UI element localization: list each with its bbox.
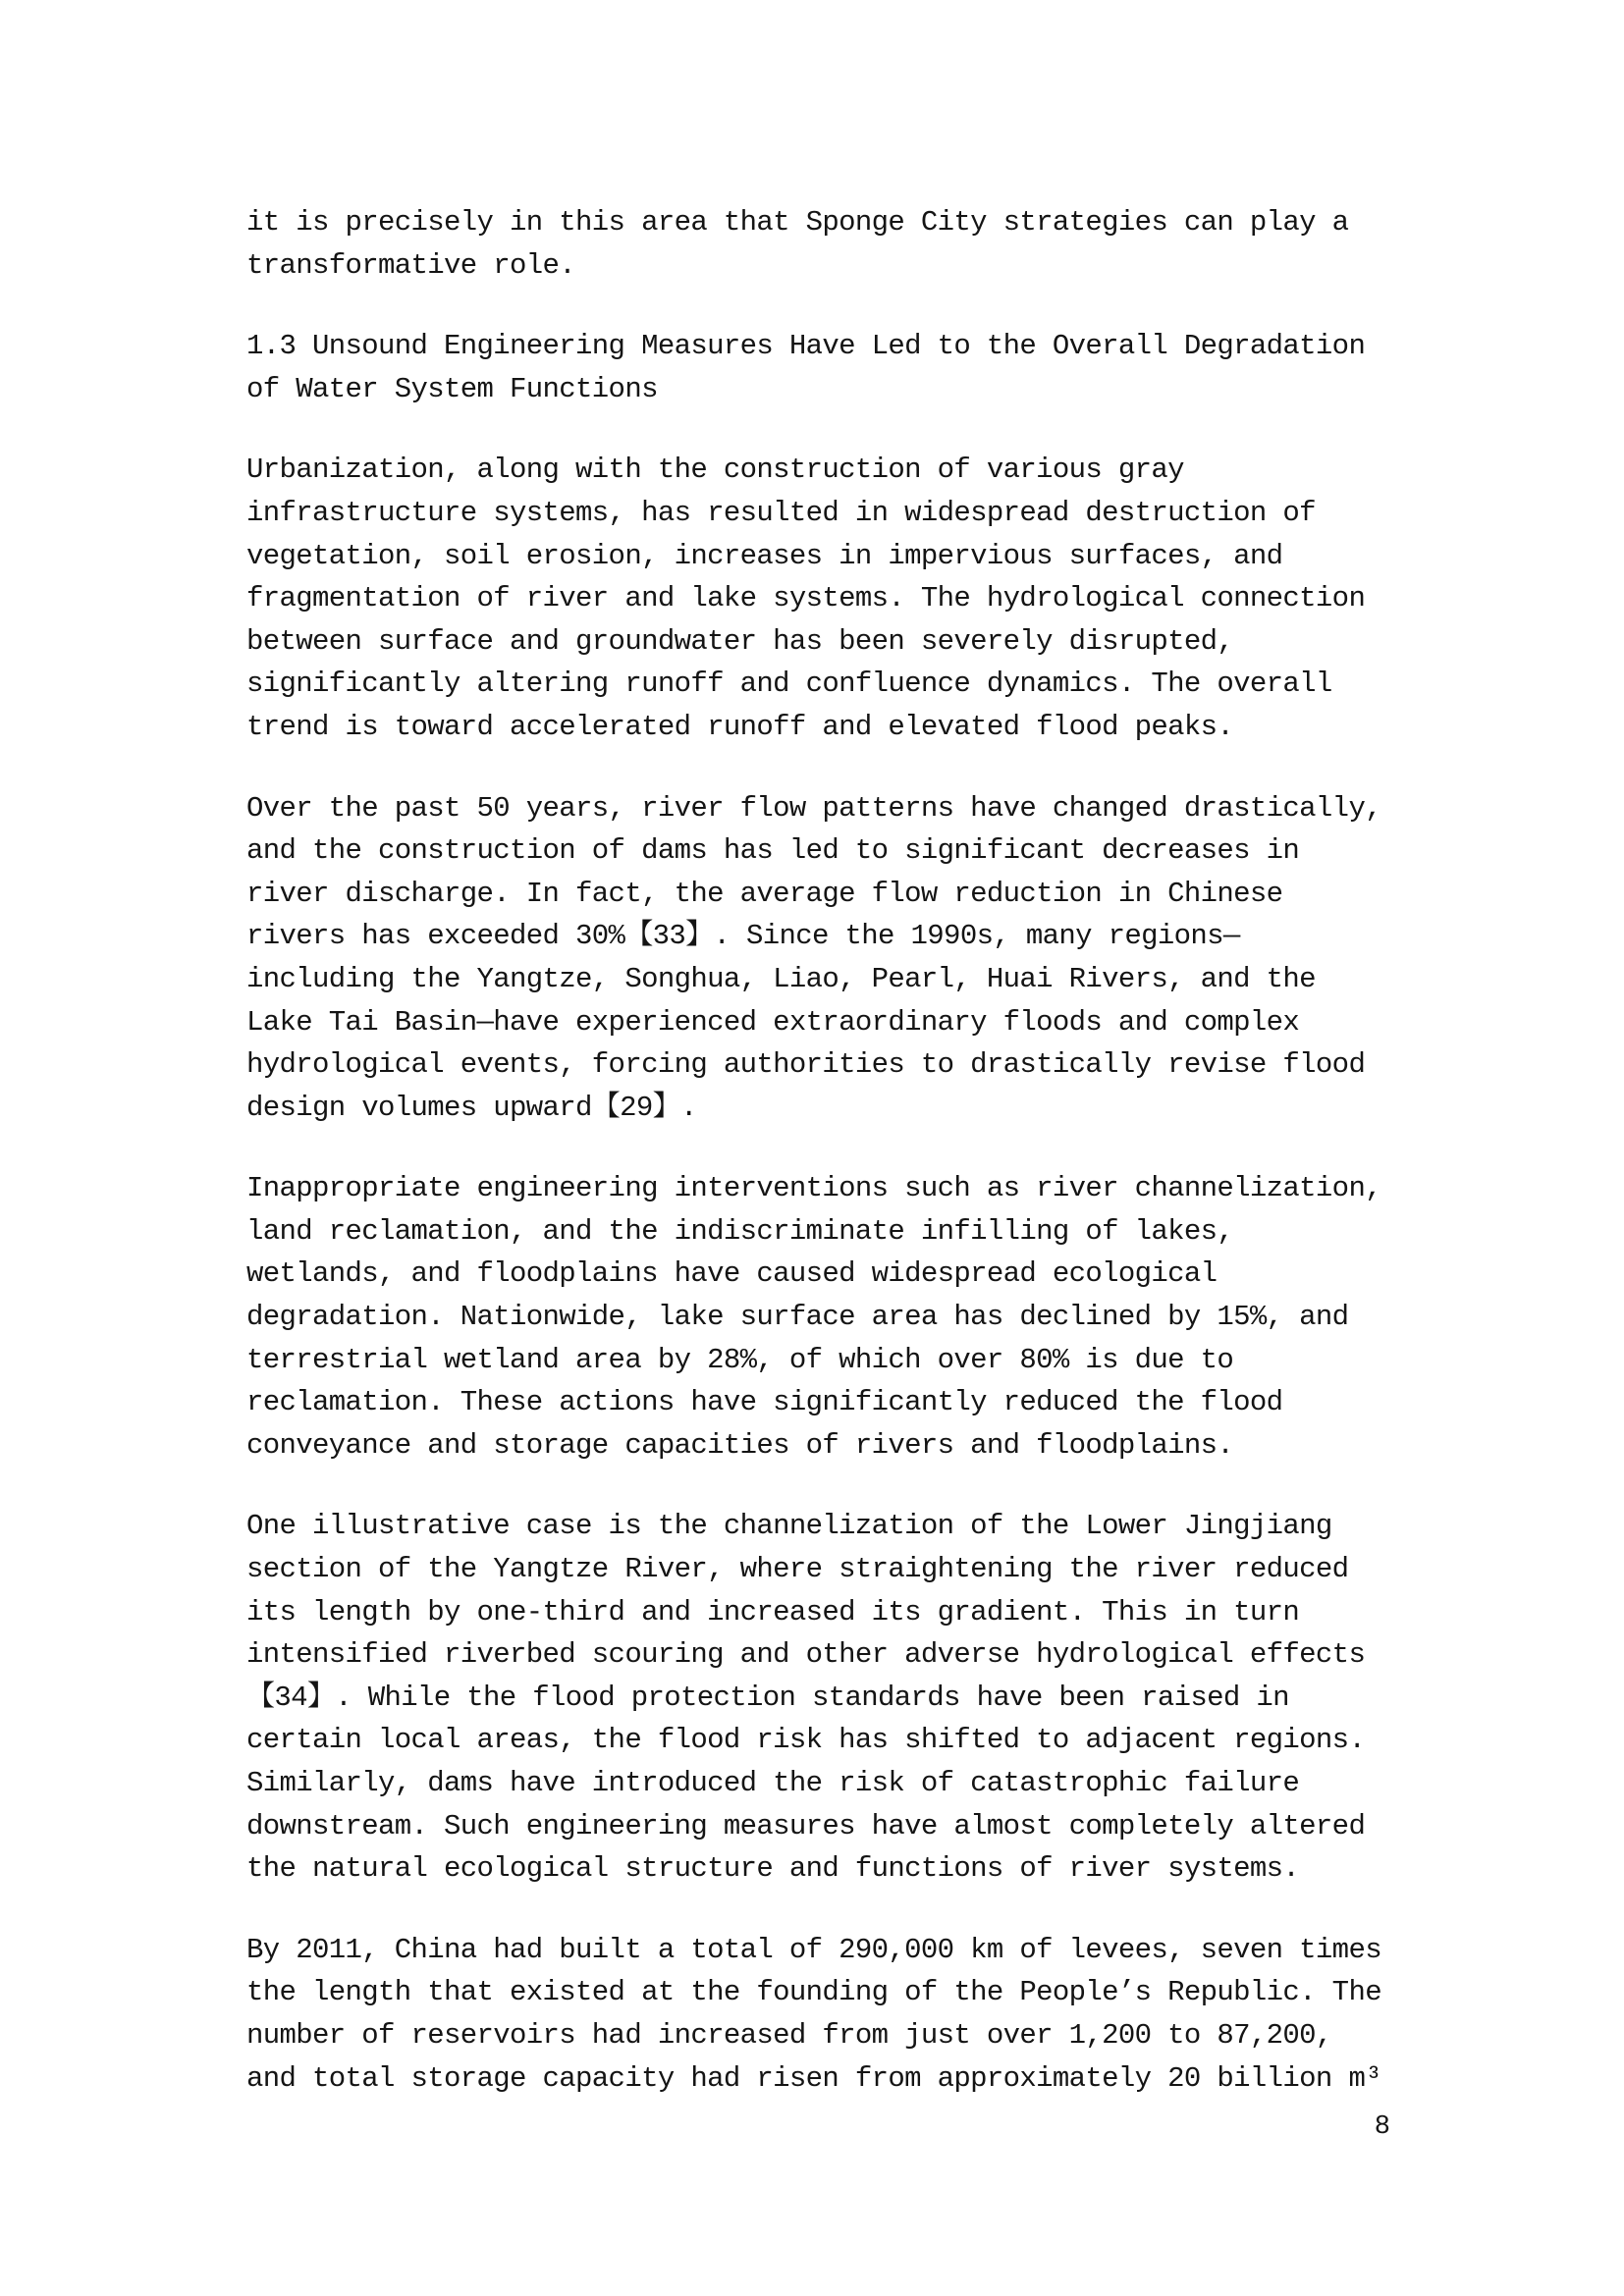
- text-line: By 2011, China had built a total of 290,000 km of levees, seven times: [246, 1933, 1381, 1966]
- text-line: Similarly, dams have introduced the risk of catastrophic failure: [246, 1767, 1300, 1799]
- text-line: wetlands, and floodplains have caused widespread ecological: [246, 1257, 1218, 1291]
- text-line: reclamation. These actions have significantly reduced the flood: [246, 1386, 1283, 1419]
- text-line: Over the past 50 years, river flow patterns have changed drastically,: [246, 791, 1381, 825]
- body-paragraph: [246, 449, 1405, 748]
- continued-paragraph: [246, 201, 1405, 287]
- text-line: between surface and groundwater has been severely disrupted,: [246, 624, 1234, 658]
- section-heading: [246, 325, 1405, 410]
- text-line: 【34】. While the flood protection standards have been raised in: [246, 1681, 1289, 1714]
- text-line: the length that existed at the founding of the People’s Republic. The: [246, 1976, 1381, 2009]
- text-line: significantly altering runoff and confluence dynamics. The overall: [246, 667, 1332, 701]
- text-line: One illustrative case is the channelization of the Lower Jingjiang: [246, 1510, 1332, 1543]
- text-line: design volumes upward【29】.: [246, 1091, 697, 1124]
- text-line: the natural ecological structure and functions of river systems.: [246, 1852, 1300, 1886]
- text-line: number of reservoirs had increased from just over 1,200 to 87,200,: [246, 2018, 1332, 2052]
- text-line: and the construction of dams has led to significant decreases in: [246, 834, 1300, 868]
- text-line: transformative role.: [246, 248, 576, 282]
- text-line: its length by one-third and increased its gradient. This in turn: [246, 1595, 1300, 1629]
- text-line: fragmentation of river and lake systems. The hydrological connection: [246, 582, 1366, 615]
- body-paragraph: [246, 1929, 1405, 2100]
- text-line: land reclamation, and the indiscriminate infilling of lakes,: [246, 1214, 1234, 1248]
- text-line: vegetation, soil erosion, increases in impervious surfaces, and: [246, 539, 1283, 572]
- text-line: degradation. Nationwide, lake surface area has declined by 15%, and: [246, 1301, 1349, 1334]
- page-number: 8: [1374, 2112, 1390, 2142]
- text-line: including the Yangtze, Songhua, Liao, Pearl, Huai Rivers, and the: [246, 962, 1316, 995]
- text-line: terrestrial wetland area by 28%, of which over 80% is due to: [246, 1343, 1234, 1376]
- text-line: Inappropriate engineering interventions such as river channelization,: [246, 1172, 1381, 1205]
- text-line: downstream. Such engineering measures have almost completely altered: [246, 1809, 1366, 1842]
- page-body: [246, 201, 1405, 2138]
- heading-line: of Water System Functions: [246, 372, 658, 405]
- text-line: river discharge. In fact, the average flow reduction in Chinese: [246, 877, 1283, 910]
- body-paragraph: [246, 787, 1405, 1130]
- text-line: Urbanization, along with the construction of various gray: [246, 454, 1184, 487]
- text-line: trend is toward accelerated runoff and elevated flood peaks.: [246, 710, 1234, 743]
- text-line: intensified riverbed scouring and other adverse hydrological effects: [246, 1638, 1366, 1672]
- text-line: hydrological events, forcing authorities to drastically revise flood: [246, 1048, 1366, 1082]
- text-line: it is precisely in this area that Sponge City strategies can play a: [246, 206, 1349, 239]
- text-line: and total storage capacity had risen from approximately 20 billion m³: [246, 2061, 1381, 2095]
- text-line: infrastructure systems, has resulted in widespread destruction of: [246, 496, 1316, 529]
- body-paragraph: [246, 1167, 1405, 1467]
- text-line: section of the Yangtze River, where straightening the river reduced: [246, 1553, 1349, 1586]
- text-line: conveyance and storage capacities of rivers and floodplains.: [246, 1428, 1234, 1462]
- text-line: certain local areas, the flood risk has shifted to adjacent regions.: [246, 1724, 1366, 1757]
- text-line: Lake Tai Basin—have experienced extraordinary floods and complex: [246, 1005, 1300, 1039]
- heading-line: 1.3 Unsound Engineering Measures Have Led to the Overall Degradation: [246, 330, 1366, 363]
- body-paragraph: [246, 1505, 1405, 1890]
- text-line: rivers has exceeded 30%【33】. Since the 1990s, many regions—: [246, 920, 1240, 953]
